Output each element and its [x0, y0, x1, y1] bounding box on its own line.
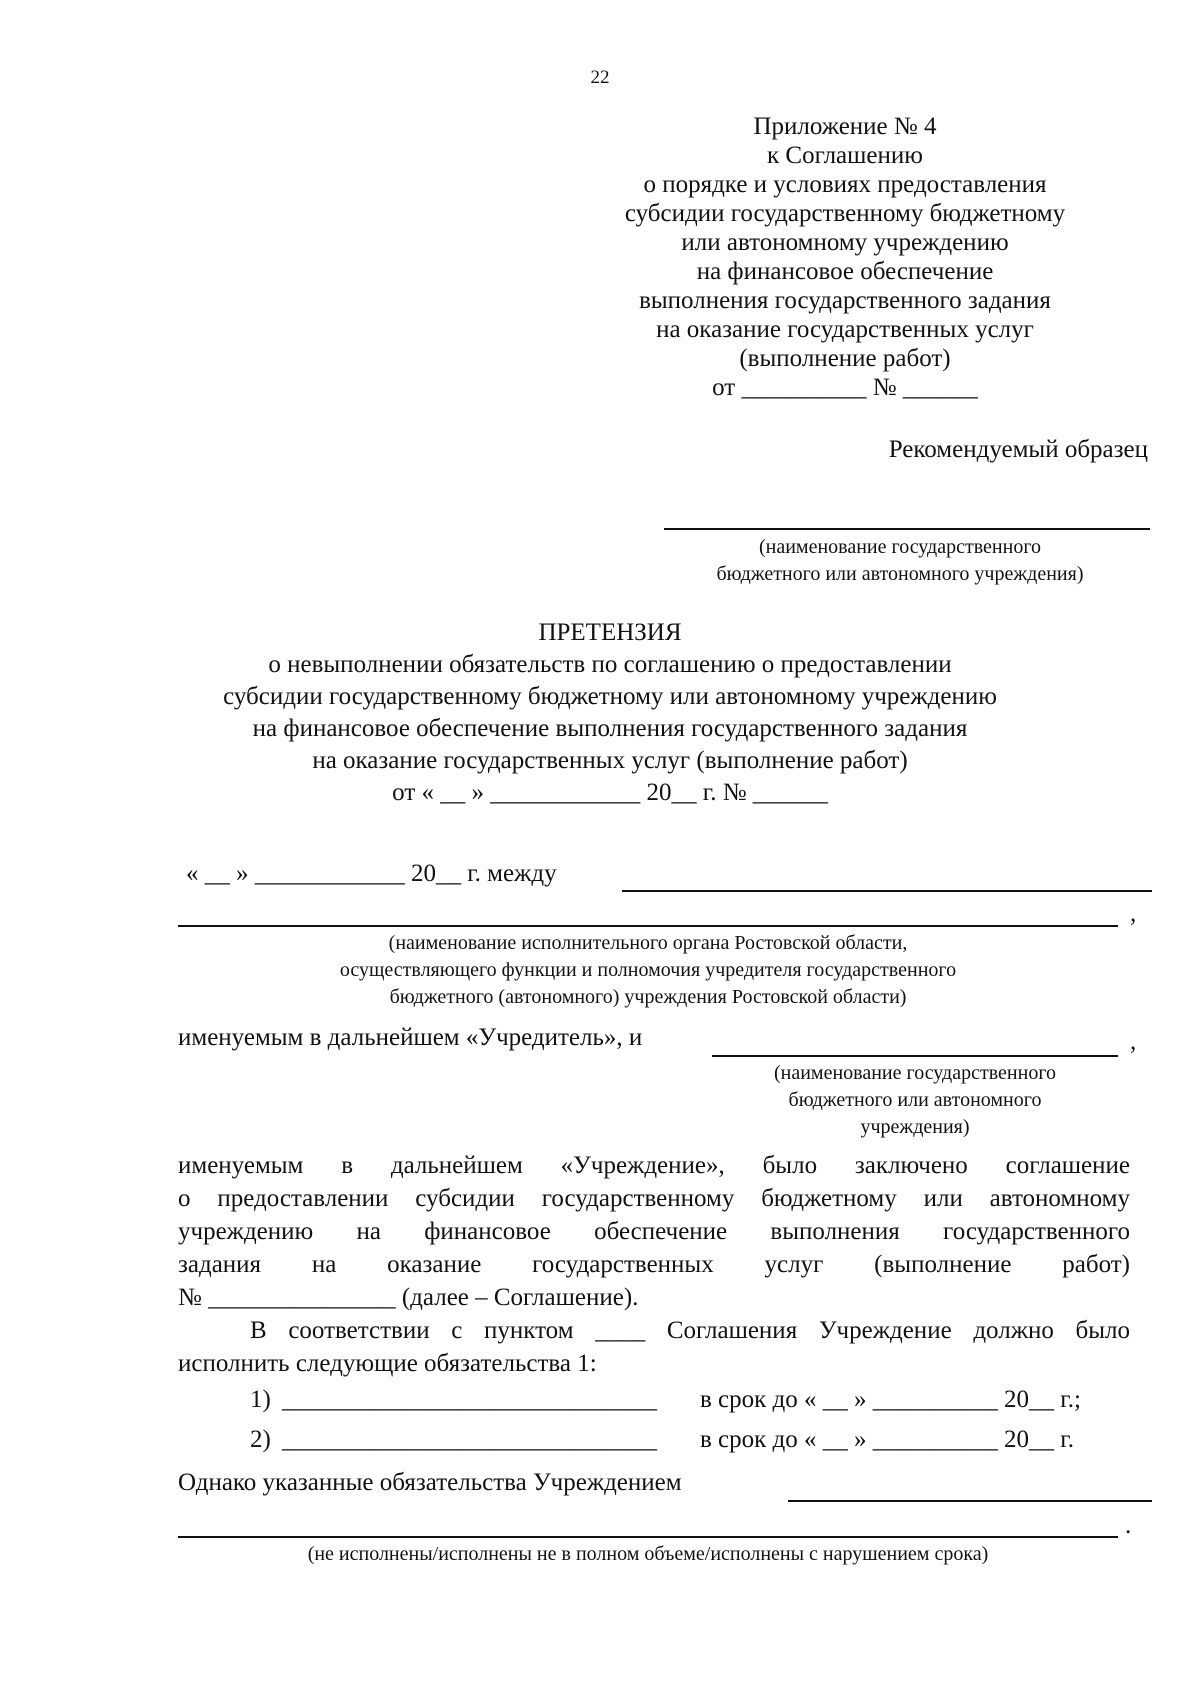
caption-line: осуществляющего функции и полномочия учредителя государственного: [339, 959, 957, 981]
claim-title-line: на финансовое обеспечение выполнения государственного задания: [252, 715, 968, 742]
status-caption: (не исполнены/исполнены не в полном объеме/исполнены с нарушением срока): [307, 1543, 989, 1565]
annex-line: о порядке и условиях предоставления: [643, 171, 1047, 198]
institution-line: [712, 1055, 1118, 1057]
named-founder: именуемым в дальнейшем «Учредитель», и: [178, 1024, 643, 1051]
claim-title-line: от « __ » ____________ 20__ г. № ______: [392, 779, 828, 806]
caption-line: бюджетного или автономного учреждения): [716, 563, 1084, 585]
claim-title-line: субсидии государственному бюджетному или автономному учреждению: [223, 683, 997, 710]
paragraph-line: о предоставлении субсидии государственному бюджетному или автономному: [178, 1185, 1130, 1212]
annex-line: или автономному учреждению: [681, 229, 1009, 256]
obligation-due: в срок до « __ » __________ 20__ г.;: [700, 1386, 1081, 1413]
caption-line: бюджетного или автономного: [788, 1089, 1042, 1111]
caption-line: (наименование государственного: [773, 1062, 1057, 1084]
annex-line: к Соглашению: [767, 142, 923, 169]
caption-line: учреждения): [860, 1116, 970, 1138]
caption-line: (наименование государственного: [758, 536, 1042, 558]
claim-title-line: на оказание государственных услуг (выполнение работ): [312, 747, 908, 774]
paragraph-line: именуемым в дальнейшем «Учреждение», было заключено соглашение: [178, 1152, 1130, 1179]
comma: ,: [1130, 900, 1137, 927]
obligation-due: в срок до « __ » __________ 20__ г.: [700, 1426, 1074, 1453]
founder-caption: [178, 930, 1118, 1011]
institution-caption: [712, 1060, 1118, 1141]
caption-line: бюджетного (автономного) учреждения Ростовской области): [389, 986, 907, 1008]
recipient-caption: [640, 534, 1160, 588]
recipient-line: [664, 528, 1150, 530]
claim-title: [180, 617, 1040, 809]
paragraph-line: учреждению на финансовое обеспечение выполнения государственного: [178, 1218, 1130, 1245]
claim-title-line: о невыполнении обязательств по соглашению о предоставлении: [268, 651, 952, 678]
claim-heading: ПРЕТЕНЗИЯ: [538, 619, 682, 646]
founder-line: [622, 890, 1152, 892]
annex-header: [560, 112, 1130, 402]
obligation-blank: ______________________________: [282, 1426, 657, 1453]
annex-line: от __________ № ______: [712, 374, 978, 401]
caption-line: (наименование исполнительного органа Ростовской области,: [388, 932, 908, 954]
date-line: « __ » ____________ 20__ г. между: [186, 860, 557, 887]
status-line: [178, 1536, 1118, 1538]
annex-line: выполнения государственного задания: [639, 287, 1051, 314]
annex-line: субсидии государственному бюджетному: [624, 200, 1066, 227]
annex-line: (выполнение работ): [739, 345, 951, 372]
paragraph-line: исполнить следующие обязательства 1:: [178, 1350, 597, 1377]
founder-line: [178, 925, 1118, 927]
page-number: 22: [590, 67, 610, 88]
status-line: [788, 1500, 1152, 1502]
paragraph-line: задания на оказание государственных услуг (выполнение работ): [178, 1251, 1130, 1278]
paragraph-line: В соответствии с пунктом ____ Соглашения Учреждение должно было: [250, 1317, 1130, 1344]
annex-line: на оказание государственных услуг: [656, 316, 1034, 343]
annex-line: Приложение № 4: [753, 113, 937, 140]
obligation-blank: ______________________________: [282, 1386, 657, 1413]
obligation-number: 2): [250, 1426, 271, 1453]
period: .: [1125, 1512, 1132, 1539]
recommended-sample: Рекомендуемый образец: [888, 436, 1148, 463]
paragraph-line: № _______________ (далее – Соглашение).: [178, 1284, 639, 1311]
obligation-number: 1): [250, 1386, 271, 1413]
comma: ,: [1130, 1028, 1137, 1055]
annex-line: на финансовое обеспечение: [696, 258, 994, 285]
however-line: Однако указанные обязательства Учреждением: [178, 1469, 682, 1496]
